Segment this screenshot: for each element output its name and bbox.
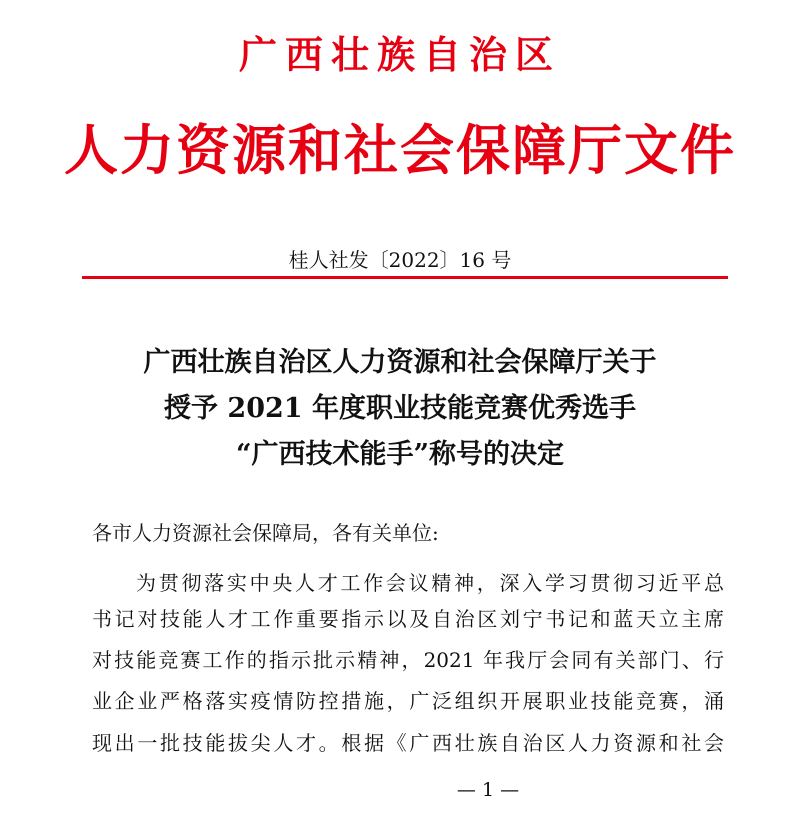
issuer-name: 广西壮族自治区 bbox=[238, 32, 561, 77]
document-title-line-1: 广西壮族自治区人力资源和社会保障厅关于 bbox=[143, 347, 657, 378]
body-text-line: 现出一批技能拔尖人才。根据《广西壮族自治区人力资源和社会 bbox=[92, 731, 724, 755]
red-separator-rule bbox=[82, 276, 728, 279]
body-text-line: 对技能竞赛工作的指示批示精神，2021 年我厅会同有关部门、行 bbox=[92, 648, 724, 672]
document-title-line-3: “广西技术能手”称号的决定 bbox=[235, 439, 565, 470]
page-number: — 1 — bbox=[456, 779, 520, 801]
body-text-line: 为贯彻落实中央人才工作会议精神，深入学习贯彻习近平总 bbox=[136, 571, 724, 595]
issuer-document-banner: 人力资源和社会保障厅文件 bbox=[64, 118, 736, 182]
body-text-line: 业企业严格落实疫情防控措施，广泛组织开展职业技能竞赛，涌 bbox=[92, 689, 724, 713]
body-text-line: 书记对技能人才工作重要指示以及自治区刘宁书记和蓝天立主席 bbox=[92, 607, 724, 631]
salutation: 各市人力资源社会保障局，各有关单位: bbox=[92, 521, 439, 545]
document-number: 桂人社发〔2022〕16 号 bbox=[288, 248, 512, 272]
document-title-line-2: 授予 2021 年度职业技能竞赛优秀选手 bbox=[164, 393, 636, 424]
